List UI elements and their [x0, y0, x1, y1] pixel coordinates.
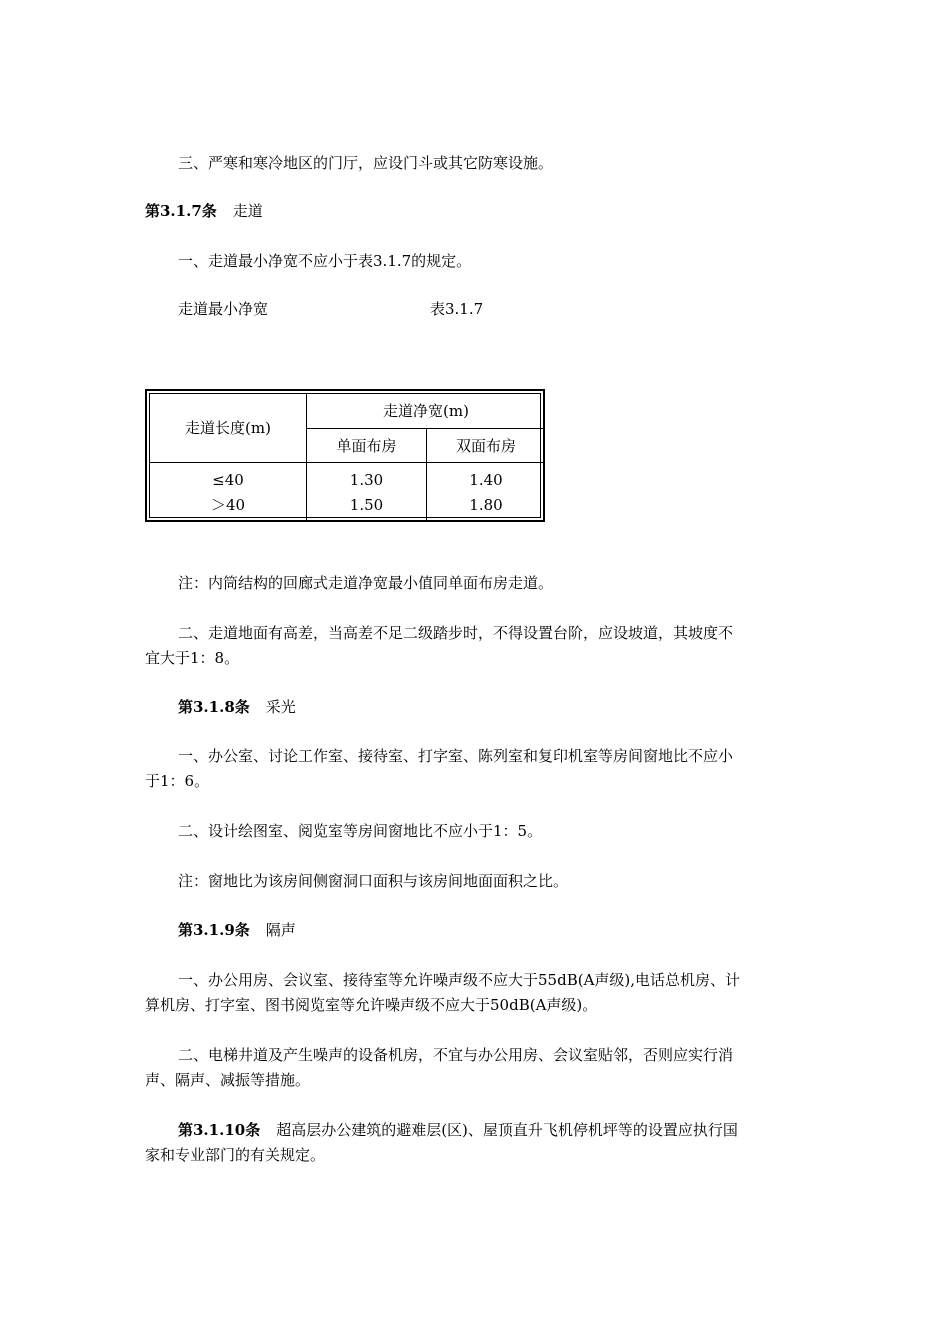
section-title: 走道 — [232, 202, 263, 220]
table-cell-double: 1.80 — [469, 496, 503, 514]
table-cell-double: 1.40 — [469, 471, 503, 489]
section-number: 第3.1.10条 — [178, 1121, 261, 1139]
table-header-length: 走道长度(m) — [185, 419, 271, 437]
paragraph-lighting-line1: 一、办公室、讨论工作室、接待室、打字室、陈列室和复印机室等房间窗地比不应小 — [178, 747, 734, 765]
section-3-1-10-line1 — [178, 1120, 738, 1140]
corridor-width-table — [145, 389, 545, 522]
table-header-width: 走道净宽(m) — [383, 402, 469, 420]
table-cell-single: 1.30 — [349, 471, 384, 489]
table-cell-length: ＞40 — [210, 496, 246, 514]
paragraph-lighting-line2: 于1：6。 — [145, 772, 210, 790]
table-caption: 走道最小净宽 — [178, 300, 269, 318]
table-subheader-single: 单面布房 — [336, 437, 397, 455]
paragraph-corridor-width: 一、走道最小净宽不应小于表3.1.7的规定。 — [178, 252, 472, 270]
paragraph-floor-level-line2: 宜大于1：8。 — [145, 649, 240, 667]
section-number: 第3.1.8条 — [178, 698, 250, 716]
paragraph-elevator-line1: 二、电梯井道及产生噪声的设备机房，不宜与办公用房、会议室贴邻，否则应实行消 — [178, 1046, 734, 1064]
section-text: 超高层办公建筑的避难层(区)、屋顶直升飞机停机坪等的设置应执行国 — [276, 1121, 738, 1139]
section-heading-3-1-9 — [178, 920, 296, 940]
paragraph-winter-vestibule: 三、严寒和寒冷地区的门厅，应设门斗或其它防寒设施。 — [178, 154, 554, 172]
section-3-1-10-line2: 家和专业部门的有关规定。 — [145, 1146, 326, 1164]
section-heading-3-1-7 — [145, 201, 263, 221]
paragraph-noise-line2: 算机房、打字室、图书阅览室等允许噪声级不应大于50dB(A声级)。 — [145, 996, 598, 1014]
section-title: 隔声 — [265, 921, 296, 939]
section-heading-3-1-8 — [178, 697, 296, 717]
table-subheader-double: 双面布房 — [455, 437, 516, 455]
section-title: 采光 — [265, 698, 296, 716]
table-label: 表3.1.7 — [430, 300, 484, 318]
paragraph-floor-level-line1: 二、走道地面有高差，当高差不足二级踏步时，不得设置台阶，应设坡道，其坡度不 — [178, 624, 734, 642]
table-cell-single: 1.50 — [349, 496, 384, 514]
paragraph-noise-line1: 一、办公用房、会议室、接待室等允许噪声级不应大于55dB(A声级),电话总机房、计 — [178, 971, 741, 989]
section-number: 第3.1.9条 — [178, 921, 250, 939]
note-window-ratio: 注：窗地比为该房间侧窗洞口面积与该房间地面面积之比。 — [178, 872, 569, 890]
note-corridor: 注：内筒结构的回廊式走道净宽最小值同单面布房走道。 — [178, 574, 554, 592]
paragraph-drawing-room: 二、设计绘图室、阅览室等房间窗地比不应小于1：5。 — [178, 822, 543, 840]
paragraph-elevator-line2: 声、隔声、减振等措施。 — [145, 1071, 311, 1089]
table-cell-length: ≤40 — [212, 471, 244, 489]
section-number: 第3.1.7条 — [145, 202, 217, 220]
